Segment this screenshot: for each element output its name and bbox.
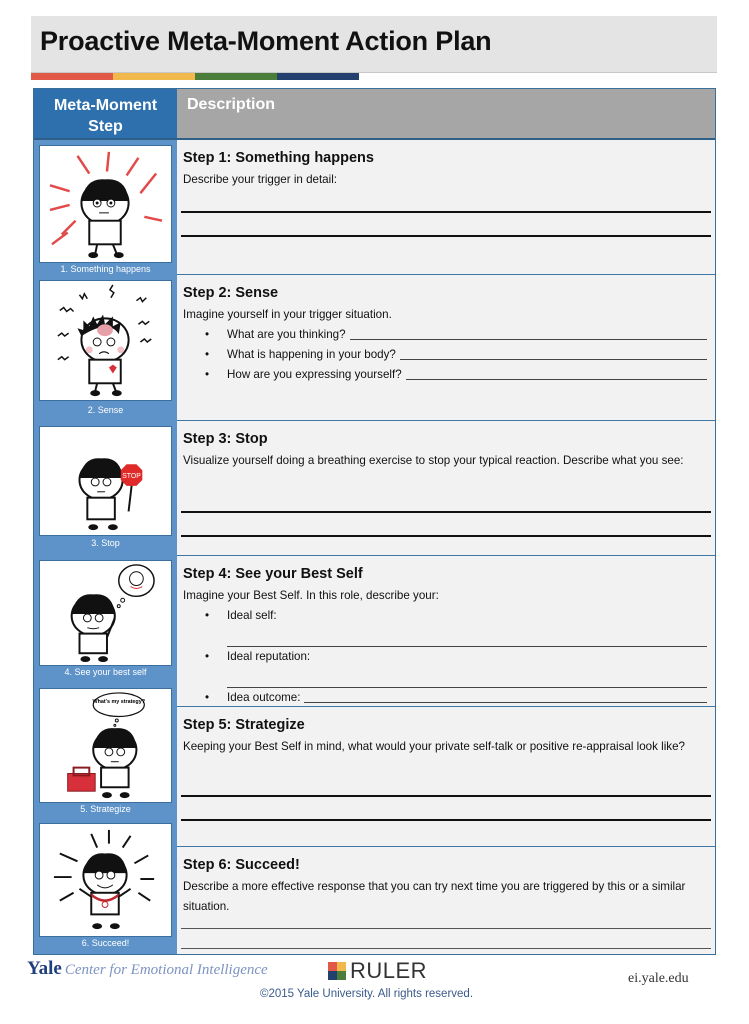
step-5-caption: 5. Strategize: [80, 804, 131, 814]
yale-cei-logo: [27, 958, 268, 980]
bullet-label: • Ideal reputation:: [227, 650, 311, 663]
step-4-prompt: Imagine your Best Self. In this role, describe your:: [183, 589, 439, 602]
step-6-title: Step 6: Succeed!: [183, 857, 300, 873]
step-2-bullets: [183, 325, 715, 385]
step-6-answer-line-1[interactable]: [181, 928, 711, 929]
ruler-wordmark: RULER: [350, 958, 428, 983]
step-4-row: [177, 556, 715, 707]
bullet-label: • How are you expressing yourself?: [227, 368, 402, 381]
step-3-answer-line-1[interactable]: [181, 511, 711, 513]
step-5-illustration-cell: [34, 683, 177, 818]
step-2-bullet-body: [183, 345, 715, 365]
step-2-caption: 2. Sense: [87, 405, 124, 415]
person-toolbox-strategy-icon: [39, 688, 172, 803]
answer-field[interactable]: [350, 325, 707, 340]
step-2-bullet-thinking: [183, 325, 715, 345]
step-5-row: [177, 707, 715, 847]
strip-yellow: [113, 73, 195, 80]
step-3-illustration-cell: [34, 421, 177, 555]
strip-red: [31, 73, 113, 80]
step-3-caption: 3. Stop: [91, 538, 120, 548]
bullet-label: • What is happening in your body?: [227, 348, 396, 361]
step-2-row: [177, 275, 715, 421]
step-4-bullet-idea-outcome: [183, 688, 715, 708]
strip-green: [195, 73, 277, 80]
step-2-title: Step 2: Sense: [183, 285, 279, 301]
ideal-self-answer[interactable]: [227, 626, 707, 647]
angry-person-sensing-icon: [39, 280, 172, 401]
step-4-title: Step 4: See your Best Self: [183, 566, 363, 582]
step-6-answer-line-2[interactable]: [181, 948, 711, 949]
answer-field[interactable]: [400, 345, 707, 360]
title-bar: [31, 16, 717, 73]
step-5-prompt: Keeping your Best Self in mind, what would your private self-talk or positive re-appraisal look like?: [183, 740, 685, 753]
answer-field[interactable]: [304, 688, 707, 703]
step-1-answer-line-2[interactable]: [181, 235, 711, 237]
step-3-row: [177, 421, 715, 556]
step-1-answer-line-1[interactable]: [181, 211, 711, 213]
step-1-prompt: Describe your trigger in detail:: [183, 173, 338, 186]
step-1-illustration-cell: [34, 140, 177, 275]
step-4-bullets: [183, 606, 715, 626]
step-4-bullet-ideal-reputation: [183, 647, 715, 667]
step-2-prompt: Imagine yourself in your trigger situation.: [183, 308, 392, 321]
step-1-caption: 1. Something happens: [60, 264, 151, 274]
illustration-column: [34, 140, 177, 954]
column-header-step-line2: Step: [88, 118, 123, 135]
person-thinking-best-self-icon: [39, 560, 172, 666]
step-4-illustration-cell: [34, 555, 177, 683]
column-header-description: Description: [177, 89, 715, 140]
strip-blue: [277, 73, 359, 80]
step-3-title: Step 3: Stop: [183, 431, 268, 447]
website-link[interactable]: ei.yale.edu: [628, 971, 689, 986]
step-6-row: [177, 847, 715, 956]
color-strip: [31, 73, 359, 80]
stressed-person-arrows-icon: [39, 145, 172, 263]
step-2-illustration-cell: [34, 275, 177, 421]
center-name: Center for Emotional Intelligence: [64, 962, 268, 978]
svg-text:What's my strategy?: What's my strategy?: [92, 698, 146, 705]
bullet-label: • Idea outcome:: [227, 691, 301, 704]
copyright: ©2015 Yale University. All rights reserved.: [260, 988, 474, 1000]
step-5-title: Step 5: Strategize: [183, 717, 305, 733]
step-5-answer-line-1[interactable]: [181, 795, 711, 797]
bullet-label: • What are you thinking?: [227, 328, 346, 341]
bullet-label: • Ideal self:: [227, 609, 277, 622]
answer-field[interactable]: [406, 365, 707, 380]
step-4-caption: 4. See your best self: [64, 667, 147, 677]
step-3-answer-line-2[interactable]: [181, 535, 711, 537]
page-title: Proactive Meta-Moment Action Plan: [40, 26, 492, 56]
step-5-answer-line-2[interactable]: [181, 819, 711, 821]
column-header-step-line1: Meta-Moment: [53, 97, 158, 114]
step-6-caption: 6. Succeed!: [81, 938, 130, 948]
step-1-row: [177, 140, 715, 275]
step-6-illustration-cell: [34, 818, 177, 956]
ideal-reputation-answer[interactable]: [227, 667, 707, 688]
description-column: [177, 140, 715, 954]
step-6-prompt: Describe a more effective response that you can try next time you are triggered by this or a similar situation.: [183, 880, 686, 913]
step-1-title: Step 1: Something happens: [183, 150, 374, 166]
step-3-prompt: Visualize yourself doing a breathing exercise to stop your typical reaction. Describe what you see:: [183, 454, 684, 467]
column-header-step: [34, 89, 177, 140]
yale-wordmark: Yale: [27, 958, 62, 979]
ruler-logo: [328, 958, 427, 984]
step-4-bullets-3: [183, 688, 715, 708]
step-4-bullet-ideal-self: [183, 606, 715, 626]
ruler-squares-icon: [328, 962, 346, 980]
svg-text:STOP: STOP: [122, 473, 141, 481]
happy-person-medal-icon: [39, 823, 172, 937]
step-2-bullet-expressing: [183, 365, 715, 385]
person-stop-sign-icon: [39, 426, 172, 536]
step-4-bullets-2: [183, 647, 715, 667]
action-plan-table: [33, 88, 716, 955]
